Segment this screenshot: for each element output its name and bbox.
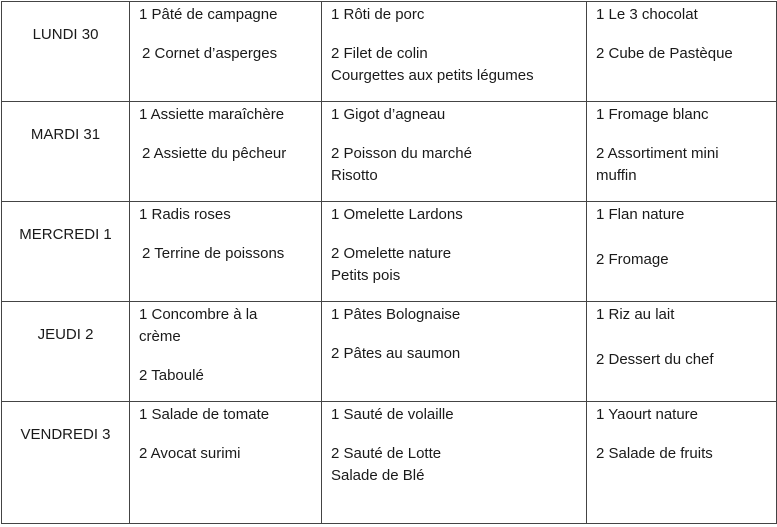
dessert-option-1: 1 Flan nature [596,206,685,223]
menu-row-mardi [2,102,777,202]
plat-option-2: 2 Sauté de Lotte [331,445,442,462]
plat-option-1: 1 Gigot d’agneau [331,106,446,123]
dessert-cell [587,202,777,302]
dessert-option-2: 2 Salade de fruits [596,445,713,462]
dessert-cell [587,102,777,202]
entree-option-2: 2 Terrine de poissons [142,245,285,262]
day-label: MERCREDI 1 [19,226,112,243]
day-cell [2,2,130,102]
menu-row-jeudi [2,302,777,402]
dessert-option-1: 1 Yaourt nature [596,406,699,423]
day-label: LUNDI 30 [32,26,99,43]
day-label: JEUDI 2 [37,326,94,343]
dessert-option-2: 2 Assortiment mini [596,145,719,162]
day-label: MARDI 31 [30,126,101,143]
plat-side: Risotto [331,167,378,184]
entree-option-1: 1 Radis roses [139,206,231,223]
day-cell [2,202,130,302]
menu-row-lundi [2,2,777,102]
dessert-option-1: 1 Le 3 chocolat [596,6,698,23]
entree-cell [130,102,322,202]
plat-cell [322,402,587,524]
dessert-option-1: 1 Fromage blanc [596,106,709,123]
day-cell [2,302,130,402]
plat-cell [322,102,587,202]
entree-option-1: 1 Pâté de campagne [139,6,278,23]
entree-option-2: 2 Taboulé [139,367,204,384]
entree-option-1: 1 Concombre à la [139,306,258,323]
entree-option-1: 1 Assiette maraîchère [139,106,285,123]
plat-option-2: 2 Pâtes au saumon [331,345,461,362]
menu-row-mercredi [2,202,777,302]
plat-side: Salade de Blé [331,467,425,484]
entree-option-1: 1 Salade de tomate [139,406,270,423]
plat-option-1: 1 Rôti de porc [331,6,425,23]
day-cell [2,402,130,524]
dessert-option-2: 2 Fromage [596,251,669,268]
dessert-cell [587,2,777,102]
entree-cell [130,2,322,102]
weekly-menu-table [1,1,777,524]
plat-option-2: 2 Filet de colin [331,45,428,62]
plat-option-2: 2 Poisson du marché [331,145,472,162]
entree-cell [130,202,322,302]
plat-option-1: 1 Sauté de volaille [331,406,454,423]
day-cell [2,102,130,202]
plat-cell [322,302,587,402]
entree-option-2: 2 Cornet d’asperges [142,45,278,62]
plat-option-2: 2 Omelette nature [331,245,452,262]
dessert-cell [587,402,777,524]
dessert-cell [587,302,777,402]
dessert-option-2: 2 Dessert du chef [596,351,714,368]
plat-option-1: 1 Omelette Lardons [331,206,463,223]
plat-option-1: 1 Pâtes Bolognaise [331,306,461,323]
entree-cell [130,302,322,402]
entree-cell [130,402,322,524]
entree-option-2: 2 Assiette du pêcheur [142,145,287,162]
menu-row-vendredi [2,402,777,524]
plat-side: Courgettes aux petits légumes [331,67,534,84]
entree-option-2: 2 Avocat surimi [139,445,241,462]
day-label: VENDREDI 3 [20,426,111,443]
entree-option-1-cont: crème [139,328,181,345]
dessert-option-2-cont: muffin [596,167,637,184]
dessert-option-2: 2 Cube de Pastèque [596,45,733,62]
dessert-option-1: 1 Riz au lait [596,306,675,323]
plat-side: Petits pois [331,267,401,284]
plat-cell [322,2,587,102]
plat-cell [322,202,587,302]
